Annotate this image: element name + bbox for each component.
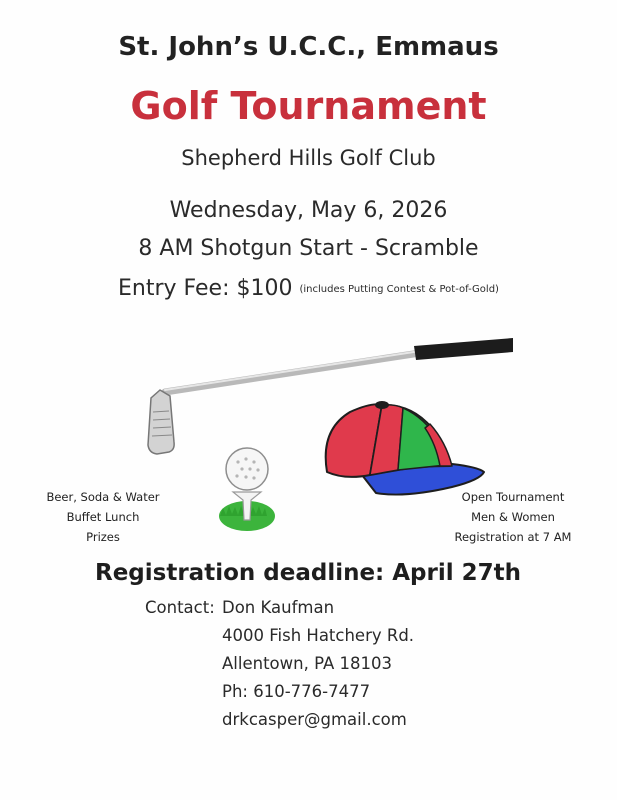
golf-ball-icon <box>219 448 275 531</box>
list-item: Prizes <box>86 530 120 544</box>
contact-address-city: Allentown, PA 18103 <box>222 654 392 673</box>
contact-name: Don Kaufman <box>222 598 335 617</box>
golf-cap-icon <box>326 402 484 495</box>
start-format: 8 AM Shotgun Start - Scramble <box>138 236 479 261</box>
organization-heading: St. John’s U.C.C., Emmaus <box>118 32 499 62</box>
entry-fee-label: Entry Fee: $100 <box>118 276 293 301</box>
event-date: Wednesday, May 6, 2026 <box>169 198 448 223</box>
list-item: Buffet Lunch <box>66 510 140 524</box>
contact-phone: Ph: 610-776-7477 <box>222 682 371 701</box>
list-item: Registration at 7 AM <box>454 530 572 544</box>
contact-email: drkcasper@gmail.com <box>222 710 407 729</box>
list-item: Men & Women <box>471 510 555 524</box>
tournament-info-list <box>438 487 588 547</box>
registration-deadline: Registration deadline: April 27th <box>95 560 522 586</box>
list-item: Beer, Soda & Water <box>46 490 160 504</box>
amenities-list <box>28 487 178 547</box>
entry-fee <box>0 276 617 301</box>
page-title: Golf Tournament <box>130 84 487 128</box>
contact-address-street: 4000 Fish Hatchery Rd. <box>222 626 415 645</box>
venue-name: Shepherd Hills Golf Club <box>181 146 436 170</box>
contact-label: Contact: <box>145 598 215 617</box>
entry-fee-note: (includes Putting Contest & Pot-of-Gold) <box>299 284 499 295</box>
list-item: Open Tournament <box>461 490 565 504</box>
